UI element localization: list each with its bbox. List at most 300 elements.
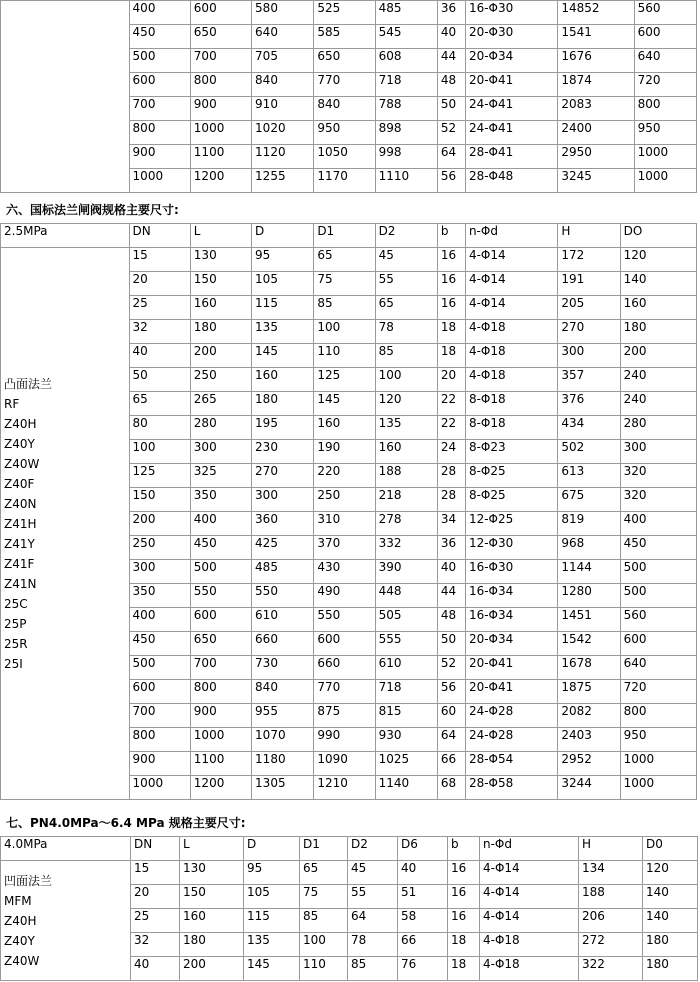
table-cell: 580 [252,1,314,25]
table-cell: 4-Φ14 [480,861,579,885]
table-cell: 300 [252,488,314,512]
table-cell: 16-Φ34 [465,608,557,632]
model-label: 25R [4,636,28,651]
table-cell: 218 [375,488,437,512]
table-cell: 240 [620,368,696,392]
table-cell: 1000 [634,145,696,169]
table-cell: 120 [375,392,437,416]
table-cell: 16 [448,885,480,909]
table-cell: 300 [190,440,251,464]
table-cell: 280 [190,416,251,440]
table-cell: 1140 [375,776,437,800]
table-cell: 700 [190,656,251,680]
table-cell: 898 [375,121,437,145]
column-header: L [180,837,244,861]
model-label: Z41N [4,576,37,591]
table-cell: 800 [190,680,251,704]
table-cell: 585 [314,25,375,49]
table-cell: 110 [300,957,348,981]
table-cell: 50 [437,97,465,121]
table-cell: 955 [252,704,314,728]
table-cell: 550 [252,584,314,608]
model-label: Z40H [4,913,37,928]
table-cell: 130 [190,248,251,272]
table-cell: 700 [129,704,190,728]
section7-title: 七、PN4.0MPa～6.4 MPa 规格主要尺寸: [6,816,246,830]
column-header: D0 [643,837,698,861]
table-cell: 12-Φ25 [465,512,557,536]
table-cell: 450 [129,25,190,49]
table-cell: 600 [620,632,696,656]
table-cell: 900 [190,97,251,121]
table-cell: 22 [437,392,465,416]
table-cell: 50 [129,368,190,392]
table-cell: 608 [375,49,437,73]
table-cell: 1875 [558,680,620,704]
table-cell: 998 [375,145,437,169]
table-cell: 36 [437,536,465,560]
table-cell: 25 [131,909,180,933]
table-cell: 350 [129,584,190,608]
model-list-cell [1,248,130,800]
section6-title: 六、国标法兰闸阀规格主要尺寸: [6,203,179,217]
table-cell: 172 [558,248,620,272]
table-cell: 34 [437,512,465,536]
table-cell: 8-Φ23 [465,440,557,464]
table-cell: 950 [634,121,696,145]
table-cell: 20 [129,272,190,296]
table-cell: 56 [437,680,465,704]
table-cell: 140 [643,909,698,933]
model-label: Z40Y [4,933,35,948]
table-cell: 930 [375,728,437,752]
table-cell: 434 [558,416,620,440]
table-cell: 1000 [129,169,190,193]
table-cell: 85 [314,296,375,320]
table-cell: 310 [314,512,375,536]
table-cell: 140 [620,272,696,296]
model-label: 25I [4,656,23,671]
model-label: Z40F [4,476,35,491]
table-cell: 300 [558,344,620,368]
table-cell: 195 [252,416,314,440]
table-cell: 322 [579,957,643,981]
table-cell: 1255 [252,169,314,193]
table-cell: 18 [448,933,480,957]
model-label: Z40W [4,456,40,471]
table-cell: 357 [558,368,620,392]
table-cell: 180 [252,392,314,416]
table-cell: 250 [129,536,190,560]
table-cell: 180 [643,933,698,957]
table-cell: 270 [558,320,620,344]
table-cell: 650 [190,632,251,656]
table-cell: 650 [190,25,251,49]
table-cell: 68 [437,776,465,800]
table-cell: 56 [437,169,465,193]
table-cell: 788 [375,97,437,121]
table-cell: 140 [643,885,698,909]
table-cell: 910 [252,97,314,121]
table1-side-cell [1,1,130,193]
table-cell: 1120 [252,145,314,169]
table-cell: 134 [579,861,643,885]
table-cell: 550 [314,608,375,632]
table-cell: 1170 [314,169,375,193]
table-cell: 20-Φ34 [465,632,557,656]
table-cell: 1000 [620,752,696,776]
column-header: b [448,837,480,861]
table-cell: 18 [437,320,465,344]
table-cell: 180 [620,320,696,344]
table-cell: 188 [375,464,437,488]
table-cell: 28 [437,464,465,488]
table-cell: 100 [300,933,348,957]
table-cell: 22 [437,416,465,440]
table-cell: 100 [314,320,375,344]
table-cell: 45 [348,861,398,885]
model-label: Z40H [4,416,37,431]
model-label: Z40Y [4,436,35,451]
table-cell: 20-Φ41 [465,73,557,97]
column-header: b [437,224,465,248]
column-header: H [579,837,643,861]
table-cell: 360 [252,512,314,536]
column-header: D6 [398,837,448,861]
table-cell: 160 [180,909,244,933]
table-cell: 1305 [252,776,314,800]
table-cell: 1200 [190,776,251,800]
table-cell: 600 [314,632,375,656]
table-cell: 1000 [190,728,251,752]
table-cell: 1874 [558,73,634,97]
table-cell: 640 [252,25,314,49]
table-cell: 65 [129,392,190,416]
table-cell: 1676 [558,49,634,73]
table-cell: 800 [620,704,696,728]
table-cell: 36 [437,1,465,25]
table-cell: 4-Φ18 [480,957,579,981]
table-cell: 32 [131,933,180,957]
table-cell: 400 [129,1,190,25]
table-cell: 819 [558,512,620,536]
pressure-label: 2.5MPa [1,224,130,248]
table-cell: 40 [129,344,190,368]
table-cell: 660 [314,656,375,680]
table-cell: 160 [620,296,696,320]
table-cell: 1210 [314,776,375,800]
table-cell: 52 [437,656,465,680]
table-cell: 52 [437,121,465,145]
table-cell: 613 [558,464,620,488]
table-cell: 265 [190,392,251,416]
column-header: DN [131,837,180,861]
table-cell: 125 [129,464,190,488]
table-cell: 20-Φ41 [465,680,557,704]
column-header: D [244,837,300,861]
table-cell: 180 [190,320,251,344]
table-cell: 16-Φ34 [465,584,557,608]
table-cell: 16 [448,861,480,885]
table-cell: 502 [558,440,620,464]
table-cell: 45 [375,248,437,272]
table-cell: 1000 [190,121,251,145]
table-cell: 150 [129,488,190,512]
table-cell: 105 [252,272,314,296]
gate-valve-dimension-table [0,223,697,800]
table-cell: 48 [437,73,465,97]
table-cell: 66 [398,933,448,957]
table-cell: 24-Φ28 [465,728,557,752]
column-header: H [558,224,620,248]
table-cell: 1451 [558,608,620,632]
table-cell: 350 [190,488,251,512]
table-cell: 2952 [558,752,620,776]
table-cell: 145 [244,957,300,981]
table-cell: 4-Φ14 [480,909,579,933]
table-cell: 270 [252,464,314,488]
table-cell: 16 [448,909,480,933]
table-cell: 600 [129,73,190,97]
table-cell: 770 [314,680,375,704]
table-cell: 44 [437,584,465,608]
table-cell: 770 [314,73,375,97]
column-header: D [252,224,314,248]
table-cell: 900 [129,752,190,776]
table-row [1,248,697,272]
table-cell: 1070 [252,728,314,752]
table-cell: 18 [437,344,465,368]
table-cell: 1541 [558,25,634,49]
pressure-label: 4.0MPa [1,837,131,861]
table-cell: 2403 [558,728,620,752]
table-cell: 191 [558,272,620,296]
table-cell: 135 [244,933,300,957]
table-cell: 1025 [375,752,437,776]
table-cell: 16-Φ30 [465,560,557,584]
table-cell: 58 [398,909,448,933]
table-cell: 64 [437,145,465,169]
table-cell: 660 [252,632,314,656]
table-cell: 272 [579,933,643,957]
table-cell: 1000 [129,776,190,800]
table-cell: 250 [190,368,251,392]
table-cell: 78 [348,933,398,957]
table-cell: 75 [300,885,348,909]
table-cell: 15 [129,248,190,272]
table-cell: 16 [437,248,465,272]
table-cell: 160 [375,440,437,464]
table-cell: 85 [375,344,437,368]
model-label: RF [4,396,20,411]
table-cell: 200 [180,957,244,981]
table-cell: 2400 [558,121,634,145]
table-cell: 500 [620,560,696,584]
table-cell: 485 [375,1,437,25]
table-cell: 135 [252,320,314,344]
table-cell: 8-Φ25 [465,488,557,512]
table-cell: 145 [252,344,314,368]
table-cell: 700 [190,49,251,73]
model-label: Z41Y [4,536,35,551]
table-cell: 325 [190,464,251,488]
table-cell: 28-Φ48 [465,169,557,193]
table-cell: 840 [252,73,314,97]
table-cell: 200 [190,344,251,368]
table-cell: 718 [375,73,437,97]
table-cell: 950 [314,121,375,145]
table-cell: 28-Φ41 [465,145,557,169]
table3-body [1,837,698,981]
table-cell: 240 [620,392,696,416]
table-cell: 125 [314,368,375,392]
table-cell: 280 [620,416,696,440]
table-cell: 720 [620,680,696,704]
table-cell: 120 [620,248,696,272]
table-cell: 206 [579,909,643,933]
table-cell: 135 [375,416,437,440]
table-cell: 66 [437,752,465,776]
table-cell: 40 [437,560,465,584]
table-cell: 1678 [558,656,620,680]
table-cell: 610 [375,656,437,680]
table-cell: 4-Φ14 [480,885,579,909]
table-cell: 425 [252,536,314,560]
table-cell: 875 [314,704,375,728]
table-cell: 115 [252,296,314,320]
table-cell: 815 [375,704,437,728]
table-cell: 840 [314,97,375,121]
table-cell: 705 [252,49,314,73]
table-cell: 20-Φ34 [465,49,557,73]
table-cell: 95 [244,861,300,885]
table-cell: 160 [314,416,375,440]
table-cell: 180 [180,933,244,957]
table-cell: 110 [314,344,375,368]
table-cell: 24-Φ41 [465,97,557,121]
table-cell: 700 [129,97,190,121]
table-cell: 1000 [634,169,696,193]
table-cell: 968 [558,536,620,560]
column-header: D2 [375,224,437,248]
table-cell: 44 [437,49,465,73]
column-header: n-Φd [465,224,557,248]
table-cell: 300 [620,440,696,464]
table-cell: 16 [437,296,465,320]
table-cell: 180 [643,957,698,981]
table-cell: 65 [375,296,437,320]
table-cell: 1280 [558,584,620,608]
table2-body [1,224,697,800]
table-cell: 160 [252,368,314,392]
table-cell: 500 [129,49,190,73]
table-cell: 450 [129,632,190,656]
column-header: DO [620,224,696,248]
table-cell: 40 [131,957,180,981]
table-cell: 600 [129,680,190,704]
table-cell: 188 [579,885,643,909]
model-label: MFM [4,893,32,908]
table-cell: 1100 [190,145,251,169]
table-cell: 205 [558,296,620,320]
table-cell: 8-Φ25 [465,464,557,488]
table-cell: 950 [620,728,696,752]
column-header: n-Φd [480,837,579,861]
table-cell: 800 [634,97,696,121]
table-cell: 55 [375,272,437,296]
table-cell: 450 [190,536,251,560]
table-cell: 1020 [252,121,314,145]
table-cell: 400 [620,512,696,536]
table-cell: 332 [375,536,437,560]
table-cell: 900 [190,704,251,728]
column-header: L [190,224,251,248]
table-cell: 370 [314,536,375,560]
table-cell: 18 [448,957,480,981]
table-cell: 720 [634,73,696,97]
table-cell: 1050 [314,145,375,169]
table-cell: 16 [437,272,465,296]
table-cell: 4-Φ18 [465,368,557,392]
table-cell: 505 [375,608,437,632]
table-cell: 450 [620,536,696,560]
table-cell: 550 [190,584,251,608]
table-cell: 500 [620,584,696,608]
table-cell: 16-Φ30 [465,1,557,25]
table-cell: 610 [252,608,314,632]
header-row [1,224,697,248]
table-cell: 40 [398,861,448,885]
model-label: 凸面法兰 [4,376,53,391]
table-cell: 230 [252,440,314,464]
table-cell: 160 [190,296,251,320]
table-cell: 50 [437,632,465,656]
table-cell: 200 [620,344,696,368]
table-cell: 1542 [558,632,620,656]
table-cell: 560 [620,608,696,632]
table-cell: 25 [129,296,190,320]
model-label: 凹面法兰 [4,873,53,888]
table-cell: 400 [190,512,251,536]
table-cell: 840 [252,680,314,704]
table-cell: 200 [129,512,190,536]
table-cell: 490 [314,584,375,608]
model-list-cell [1,861,131,981]
table-cell: 560 [634,1,696,25]
table-cell: 20 [437,368,465,392]
table-cell: 555 [375,632,437,656]
table-cell: 24-Φ28 [465,704,557,728]
table-cell: 1144 [558,560,620,584]
table-cell: 4-Φ14 [465,296,557,320]
table-cell: 640 [634,49,696,73]
header-row [1,837,698,861]
table-cell: 220 [314,464,375,488]
table-cell: 24-Φ41 [465,121,557,145]
table-cell: 95 [252,248,314,272]
model-label: Z41H [4,516,37,531]
table-cell: 4-Φ14 [465,248,557,272]
table-cell: 20-Φ30 [465,25,557,49]
table-cell: 190 [314,440,375,464]
column-header: DN [129,224,190,248]
table-cell: 2950 [558,145,634,169]
table-cell: 20-Φ41 [465,656,557,680]
table-cell: 320 [620,464,696,488]
table-cell: 8-Φ18 [465,392,557,416]
table-cell: 650 [314,49,375,73]
table-cell: 60 [437,704,465,728]
